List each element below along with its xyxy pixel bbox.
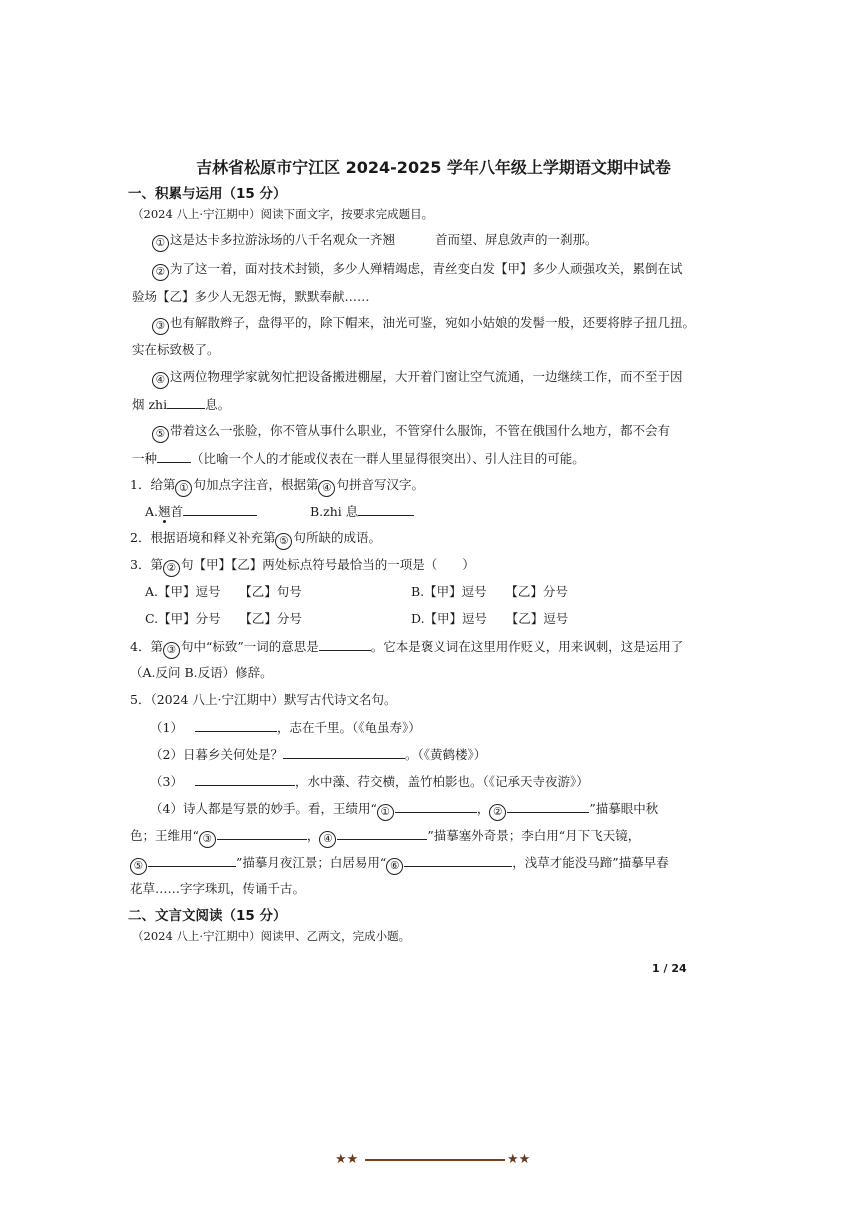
dotted-character: 翘 xyxy=(158,504,171,519)
circle-number: ④ xyxy=(318,480,335,497)
paragraph-text: 这两位物理学家就匆忙把设备搬进棚屋，大开着门窗让空气流通，一边继续工作，而不至于因 xyxy=(170,369,683,384)
option-label: A. xyxy=(145,504,159,519)
circle-number: ② xyxy=(163,560,180,577)
section-heading-1: 一、积累与运用（15 分） xyxy=(128,186,287,202)
question-3-option-c[interactable]: C.【甲】分号 【乙】分号 xyxy=(145,611,302,626)
question-5: 5．（2024 八上·宁江期中）默写古代诗文名句。 xyxy=(130,692,397,707)
answer-blank[interactable] xyxy=(167,396,205,409)
question-1-option-a xyxy=(145,503,257,520)
paragraph-text: 为了这一着，面对技术封锁，多少人殚精竭虑，青丝变白发【甲】多少人顽强攻关，累倒在试 xyxy=(170,261,683,276)
section-heading-2: 二、文言文阅读（15 分） xyxy=(128,908,287,924)
circle-number: ② xyxy=(489,804,506,821)
answer-blank[interactable] xyxy=(148,854,236,867)
circle-number: ③ xyxy=(199,831,216,848)
circle-number: ② xyxy=(152,264,169,281)
question-text: ，志在千里。（《龟虽寿》） xyxy=(276,720,421,735)
footer-decoration xyxy=(335,1150,535,1170)
question-text: ”描摹塞外奇景；李白用“月下飞天镜， xyxy=(427,828,641,843)
answer-blank[interactable] xyxy=(195,773,295,786)
question-text: ， xyxy=(476,801,490,816)
paragraph-text: 息。 xyxy=(205,397,231,412)
question-5-part-2 xyxy=(150,746,486,763)
option-text: 首 xyxy=(170,504,184,519)
question-3-option-b[interactable]: B.【甲】逗号 【乙】分号 xyxy=(411,584,568,599)
circle-number: ⑥ xyxy=(386,858,403,875)
paragraph-3-line-2: 实在标致极了。 xyxy=(132,342,220,357)
answer-blank[interactable] xyxy=(507,800,589,813)
question-2 xyxy=(130,530,381,550)
circle-number: ① xyxy=(152,235,169,252)
question-text: 2．根据语境和释义补充第 xyxy=(130,530,276,545)
paragraph-text: 这是达卡多拉游泳场的八千名观众一齐翘 xyxy=(170,232,396,247)
paragraph-1 xyxy=(152,232,598,252)
option-text: B.zhi 息 xyxy=(310,504,359,519)
star-icon: ★★ xyxy=(507,1152,531,1167)
question-text: 。（《黄鹤楼》） xyxy=(404,747,487,762)
star-icon: ★★ xyxy=(335,1152,359,1167)
answer-blank[interactable] xyxy=(319,638,371,651)
paragraph-text: （比喻一个人的才能或仪表在一群人里显得很突出）、引人注目的可能。 xyxy=(191,451,585,466)
question-4-line-2: （A.反问 B.反语）修辞。 xyxy=(130,665,273,680)
answer-blank[interactable] xyxy=(157,450,191,463)
answer-blank[interactable] xyxy=(195,719,277,732)
answer-blank[interactable] xyxy=(395,800,477,813)
question-5-part-4-line-4: 花草……字字珠玑，传诵千古。 xyxy=(130,881,306,896)
circle-number: ① xyxy=(175,480,192,497)
circle-number: ⑤ xyxy=(130,858,147,875)
answer-blank[interactable] xyxy=(183,503,257,516)
part-label: （3） xyxy=(150,774,183,789)
question-5-part-3 xyxy=(150,773,589,790)
page-number: 1 / 24 xyxy=(652,962,687,975)
question-text: ， xyxy=(306,828,320,843)
circle-number: ③ xyxy=(163,642,180,659)
circle-number: ④ xyxy=(152,372,169,389)
question-3 xyxy=(130,557,475,577)
section-2-source: （2024 八上·宁江期中）阅读甲、乙两文，完成小题。 xyxy=(132,929,411,943)
question-text: ，水中藻、荇交横，盖竹柏影也。（《记承天寺夜游》） xyxy=(294,774,589,789)
part-label: （1） xyxy=(150,720,183,735)
question-5-part-1 xyxy=(150,719,421,736)
paragraph-2-line-1 xyxy=(152,261,683,281)
question-5-part-4-line-2 xyxy=(130,827,640,848)
paragraph-4-line-1 xyxy=(152,369,683,389)
question-text: 句中“标致”一词的意思是 xyxy=(180,639,319,654)
paragraph-text: 带着这么一张脸，你不管从事什么职业，不管穿什么服饰，不管在俄国什么地方，都不会有 xyxy=(170,423,671,438)
paragraph-2-line-2: 验场【乙】多少人无怨无悔，默默奉献…… xyxy=(132,289,370,304)
question-5-part-4-line-3 xyxy=(130,854,669,875)
question-text: 。它本是褒义词在这里用作贬义，用来讽刺，这是运用了 xyxy=(370,639,684,654)
paragraph-5-line-2 xyxy=(132,450,585,467)
question-text: 1．给第 xyxy=(130,477,176,492)
circle-number: ④ xyxy=(319,831,336,848)
answer-blank[interactable] xyxy=(217,827,307,840)
question-text: ”描摹眼中秋 xyxy=(589,801,659,816)
paragraph-3-line-1 xyxy=(152,315,695,335)
question-1-option-b xyxy=(310,503,414,520)
circle-number: ⑤ xyxy=(152,426,169,443)
paragraph-text: 一种 xyxy=(132,451,158,466)
paragraph-5-line-1 xyxy=(152,423,670,443)
circle-number: ① xyxy=(377,804,394,821)
answer-blank[interactable] xyxy=(358,503,414,516)
page-title: 吉林省松原市宁江区 2024-2025 学年八年级上学期语文期中试卷 xyxy=(196,158,671,177)
paragraph-text: 也有解散辫子，盘得平的，除下帽来，油光可鉴，宛如小姑娘的发髻一般，还要将脖子扭几扭。 xyxy=(170,315,696,330)
circle-number: ③ xyxy=(152,318,169,335)
answer-blank[interactable] xyxy=(404,854,512,867)
question-text: 色；王维用“ xyxy=(130,828,199,843)
question-text: 句【甲】【乙】两处标点符号最恰当的一项是（ ） xyxy=(180,557,475,572)
answer-blank[interactable] xyxy=(337,827,427,840)
section-1-source: （2024 八上·宁江期中）阅读下面文字，按要求完成题目。 xyxy=(132,207,434,221)
question-5-part-4-line-1 xyxy=(150,800,658,821)
question-text: 句所缺的成语。 xyxy=(293,530,381,545)
question-1 xyxy=(130,477,424,497)
question-3-option-d[interactable]: D.【甲】逗号 【乙】逗号 xyxy=(411,611,569,626)
question-4 xyxy=(130,638,683,659)
circle-number: ⑤ xyxy=(275,533,292,550)
paragraph-text: 烟 zhi xyxy=(132,397,168,412)
question-text: （2）日暮乡关何处是？ xyxy=(150,747,283,762)
answer-blank[interactable] xyxy=(283,746,405,759)
question-text: ，浅草才能没马蹄”描摹早春 xyxy=(512,855,669,870)
divider-line xyxy=(365,1159,505,1161)
question-text: （4）诗人都是写景的妙手。看，王绩用“ xyxy=(150,801,377,816)
question-text: 句加点字注音，根据第 xyxy=(193,477,319,492)
question-3-option-a[interactable]: A.【甲】逗号 【乙】句号 xyxy=(145,584,302,599)
paragraph-text: 首而望、屏息敛声的一刹那。 xyxy=(435,232,598,247)
question-text: ”描摹月夜江景；白居易用“ xyxy=(236,855,387,870)
paragraph-4-line-2 xyxy=(132,396,230,413)
question-text: 4．第 xyxy=(130,639,163,654)
question-text: 3．第 xyxy=(130,557,163,572)
question-text: 句拼音写汉字。 xyxy=(336,477,424,492)
